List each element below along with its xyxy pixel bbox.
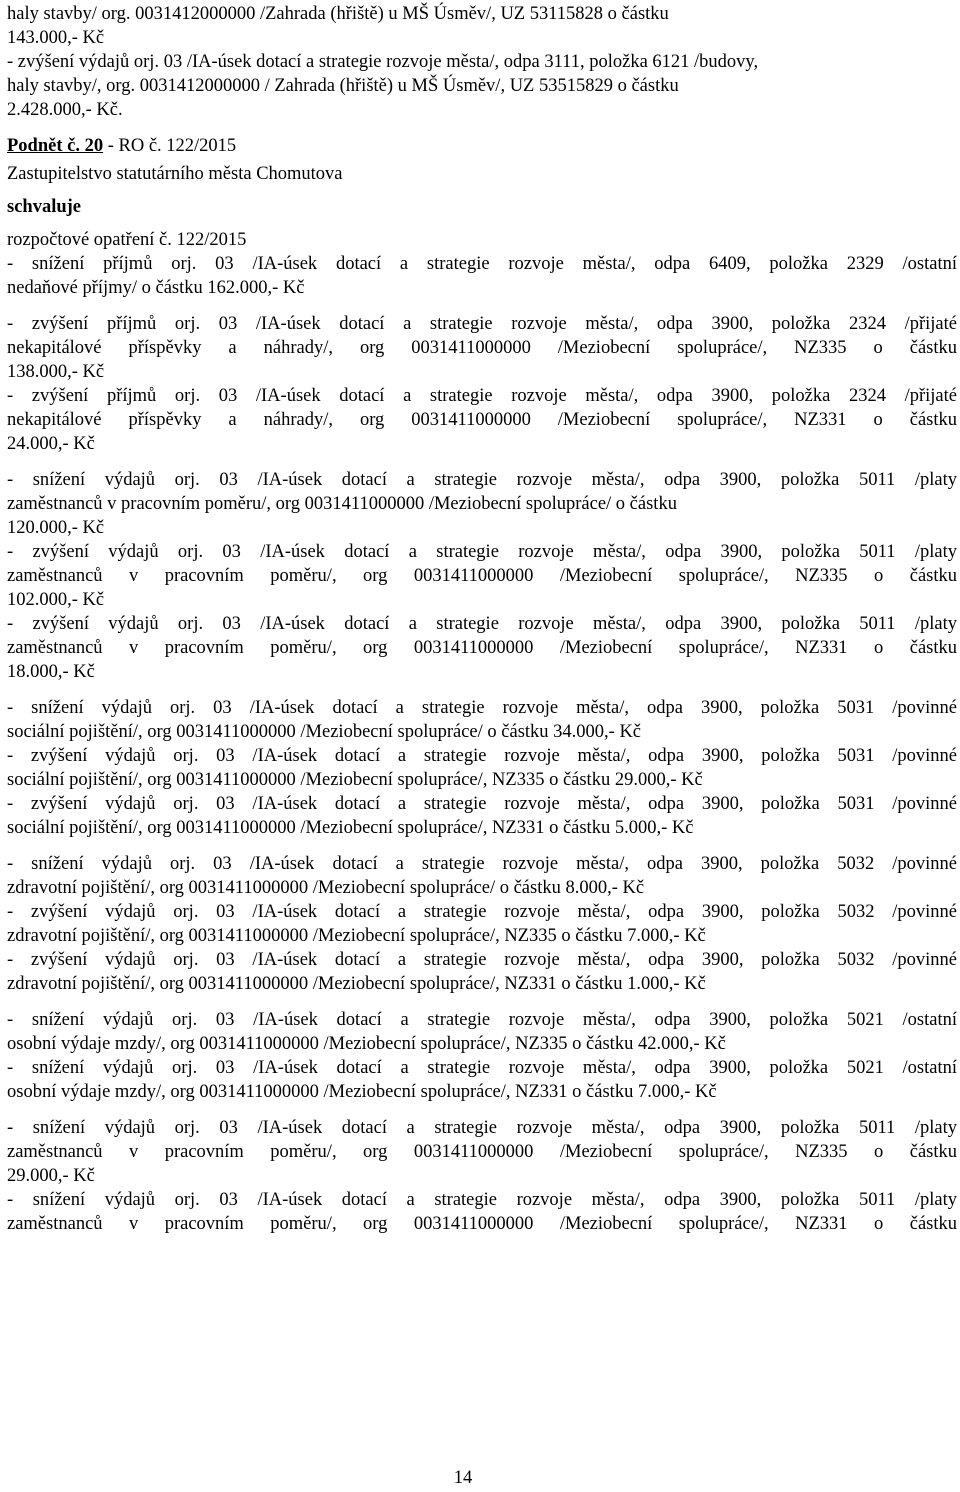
item-o-line-1: - snížení výdajů orj. 03 /IA-úsek dotací a strategie rozvoje města/, odpa 3900, položka 5011 /platy: [7, 1118, 957, 1138]
item-g-line-1: - snížení výdajů orj. 03 /IA-úsek dotací a strategie rozvoje města/, odpa 3900, položka 5031 /povinné: [7, 698, 957, 718]
item-l-line-1: - zvýšení výdajů orj. 03 /IA-úsek dotací a strategie rozvoje města/, odpa 3900, položka 5032 /povinné: [7, 950, 957, 970]
item-h-line-1: - zvýšení výdajů orj. 03 /IA-úsek dotací a strategie rozvoje města/, odpa 3900, položka 5031 /povinné: [7, 746, 957, 766]
item-d-line-1: - snížení výdajů orj. 03 /IA-úsek dotací a strategie rozvoje města/, odpa 3900, položka 5011 /platy: [7, 470, 957, 490]
intro-line-1: haly stavby/ org. 0031412000000 /Zahrada (hřiště) u MŠ Úsměv/, UZ 53115828 o částku: [7, 4, 669, 24]
document-page: [7, 2, 957, 1236]
item-n-line-1: - snížení výdajů orj. 03 /IA-úsek dotací a strategie rozvoje města/, odpa 3900, položka 5021 /ostatní: [7, 1058, 957, 1078]
podnet-label: Podnět č. 20: [7, 136, 104, 156]
item-c-line-3: 24.000,- Kč: [7, 434, 95, 454]
item-b-line-2: nekapitálové příspěvky a náhrady/, org 0031411000000 /Meziobecní spolupráce/, NZ335 o částku: [7, 338, 957, 358]
item-k-line-1: - zvýšení výdajů orj. 03 /IA-úsek dotací a strategie rozvoje města/, odpa 3900, položka 5032 /povinné: [7, 902, 957, 922]
item-m-line-2: osobní výdaje mzdy/, org 0031411000000 /Meziobecní spolupráce/, NZ335 o částku 42.000,- Kč: [7, 1034, 726, 1054]
podnet-ro: - RO č. 122/2015: [103, 136, 237, 156]
item-e-line-3: 102.000,- Kč: [7, 590, 105, 610]
item-d-line-3: 120.000,- Kč: [7, 518, 105, 538]
item-n-line-2: osobní výdaje mzdy/, org 0031411000000 /Meziobecní spolupráce/, NZ331 o částku 7.000,- Kč: [7, 1082, 717, 1102]
item-o-line-3: 29.000,- Kč: [7, 1166, 95, 1186]
item-b-line-1: - zvýšení příjmů orj. 03 /IA-úsek dotací a strategie rozvoje města/, odpa 3900, položka 2324 /přijaté: [7, 314, 957, 334]
budget-measure-title: rozpočtové opatření č. 122/2015: [7, 230, 247, 250]
item-o-line-2: zaměstnanců v pracovním poměru/, org 0031411000000 /Meziobecní spolupráce/, NZ335 o částku: [7, 1142, 957, 1162]
item-f-line-3: 18.000,- Kč: [7, 662, 95, 682]
item-c-line-1: - zvýšení příjmů orj. 03 /IA-úsek dotací a strategie rozvoje města/, odpa 3900, položka 2324 /přijaté: [7, 386, 957, 406]
item-i-line-2: sociální pojištění/, org 0031411000000 /Meziobecní spolupráce/, NZ331 o částku 5.000,- Kč: [7, 818, 694, 838]
item-j-line-1: - snížení výdajů orj. 03 /IA-úsek dotací a strategie rozvoje města/, odpa 3900, položka 5032 /povinné: [7, 854, 957, 874]
item-f-line-2: zaměstnanců v pracovním poměru/, org 0031411000000 /Meziobecní spolupráce/, NZ331 o částku: [7, 638, 957, 658]
item-h-line-2: sociální pojištění/, org 0031411000000 /Meziobecní spolupráce/, NZ335 o částku 29.000,- Kč: [7, 770, 703, 790]
item-i-line-1: - zvýšení výdajů orj. 03 /IA-úsek dotací a strategie rozvoje města/, odpa 3900, položka 5031 /povinné: [7, 794, 957, 814]
intro-line-4: haly stavby/, org. 0031412000000 / Zahrada (hřiště) u MŠ Úsměv/, UZ 53515829 o částku: [7, 76, 679, 96]
item-p-line-1: - snížení výdajů orj. 03 /IA-úsek dotací a strategie rozvoje města/, odpa 3900, položka 5011 /platy: [7, 1190, 957, 1210]
item-b-line-3: 138.000,- Kč: [7, 362, 105, 382]
item-f-line-1: - zvýšení výdajů orj. 03 /IA-úsek dotací a strategie rozvoje města/, odpa 3900, položka 5011 /platy: [7, 614, 957, 634]
item-a-line-2: nedaňové příjmy/ o částku 162.000,- Kč: [7, 278, 305, 298]
resolution-verb: schvaluje: [7, 197, 81, 217]
item-p-line-2: zaměstnanců v pracovním poměru/, org 0031411000000 /Meziobecní spolupráce/, NZ331 o částku: [7, 1214, 957, 1234]
council-name: Zastupitelstvo statutárního města Chomutova: [7, 164, 343, 184]
item-e-line-1: - zvýšení výdajů orj. 03 /IA-úsek dotací a strategie rozvoje města/, odpa 3900, položka 5011 /platy: [7, 542, 957, 562]
intro-line-3: - zvýšení výdajů orj. 03 /IA-úsek dotací a strategie rozvoje města/, odpa 3111, položka 6121 /budovy,: [7, 52, 759, 72]
item-l-line-2: zdravotní pojištění/, org 0031411000000 /Meziobecní spolupráce/, NZ331 o částku 1.000,- Kč: [7, 974, 706, 994]
item-d-line-2: zaměstnanců v pracovním poměru/, org 0031411000000 /Meziobecní spolupráce/ o částku: [7, 494, 677, 514]
podnet-heading: [7, 134, 957, 158]
item-e-line-2: zaměstnanců v pracovním poměru/, org 0031411000000 /Meziobecní spolupráce/, NZ335 o částku: [7, 566, 957, 586]
item-c-line-2: nekapitálové příspěvky a náhrady/, org 0031411000000 /Meziobecní spolupráce/, NZ331 o částku: [7, 410, 957, 430]
item-j-line-2: zdravotní pojištění/, org 0031411000000 /Meziobecní spolupráce/ o částku 8.000,- Kč: [7, 878, 645, 898]
intro-line-2: 143.000,- Kč: [7, 28, 105, 48]
item-g-line-2: sociální pojištění/, org 0031411000000 /Meziobecní spolupráce/ o částku 34.000,- Kč: [7, 722, 642, 742]
page-number: 14: [453, 1468, 473, 1488]
intro-line-5: 2.428.000,- Kč.: [7, 100, 123, 120]
item-m-line-1: - snížení výdajů orj. 03 /IA-úsek dotací a strategie rozvoje města/, odpa 3900, položka 5021 /ostatní: [7, 1010, 957, 1030]
item-a-line-1: - snížení příjmů orj. 03 /IA-úsek dotací a strategie rozvoje města/, odpa 6409, položka 2329 /ostatní: [7, 254, 957, 274]
item-k-line-2: zdravotní pojištění/, org 0031411000000 /Meziobecní spolupráce/, NZ335 o částku 7.000,- Kč: [7, 926, 706, 946]
